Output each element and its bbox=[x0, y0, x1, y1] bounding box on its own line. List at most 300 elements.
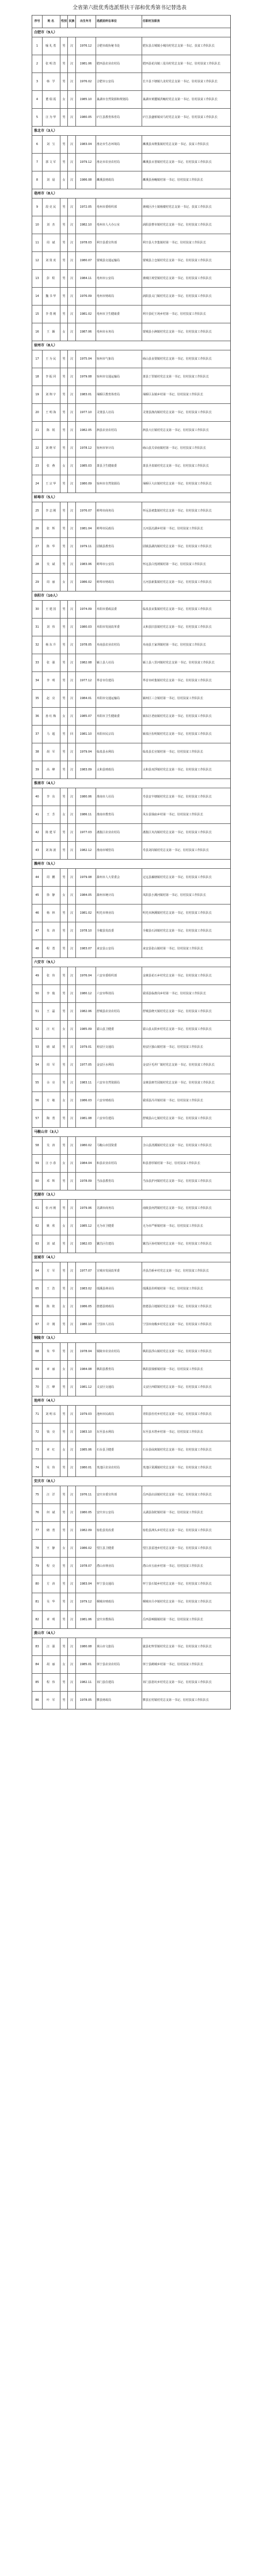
name-cell: 余 亮 bbox=[43, 1074, 60, 1092]
name-cell: 邓 辉 bbox=[43, 1173, 60, 1190]
unit-cell: 祁门县住建局 bbox=[96, 1674, 142, 1691]
number-cell: 84 bbox=[32, 1656, 43, 1673]
unit-cell: 蚌埠市财政局 bbox=[96, 574, 142, 591]
post-cell: 霍邱县冯井镇村第一书记、驻村扶贫工作队队长 bbox=[143, 1098, 204, 1102]
ethnicity-cell: 汉 bbox=[68, 1137, 76, 1154]
sex-cell: 男 bbox=[60, 1316, 68, 1333]
table-row bbox=[32, 368, 230, 386]
number-cell: 8 bbox=[32, 171, 43, 189]
unit-cell: 来安县公安局 bbox=[96, 940, 142, 957]
table-row bbox=[32, 1002, 230, 1020]
sex-cell: 男 bbox=[60, 73, 68, 90]
region-header bbox=[32, 957, 230, 967]
birth-cell: 1984.11 bbox=[76, 270, 96, 287]
table-row bbox=[32, 1217, 230, 1235]
table-row bbox=[32, 868, 230, 886]
ethnicity-cell: 汉 bbox=[68, 824, 76, 841]
table-row bbox=[32, 555, 230, 573]
birth-cell: 1985.10 bbox=[76, 91, 96, 108]
name-cell: 周 丽 bbox=[43, 574, 60, 591]
number-cell: 4 bbox=[32, 91, 43, 108]
ethnicity-cell: 汉 bbox=[68, 136, 76, 153]
birth-cell: 1980.10 bbox=[76, 1316, 96, 1333]
post-cell: 霍山县太阳乡村党总支第一书记、驻村扶贫工作队队长 bbox=[143, 1027, 212, 1031]
sex-cell: 男 bbox=[60, 440, 68, 457]
post-cell: 颍东区老庙镇村党总支第一书记、驻村扶贫工作队队长 bbox=[143, 714, 212, 718]
sex-cell: 男 bbox=[60, 1056, 68, 1074]
ethnicity-cell: 汉 bbox=[68, 1039, 76, 1056]
sex-cell: 男 bbox=[60, 1379, 68, 1396]
birth-cell: 1987.06 bbox=[76, 323, 96, 341]
sex-cell: 男 bbox=[60, 672, 68, 689]
unit-cell: 全椒县发改委 bbox=[96, 922, 142, 940]
post-cell: 定远县藕塘镇村党总支第一书记、驻村扶贫工作队队长 bbox=[143, 875, 212, 879]
birth-cell: 1983.10 bbox=[76, 1424, 96, 1441]
number-cell: 14 bbox=[32, 288, 43, 305]
birth-cell: 1985.07 bbox=[76, 708, 96, 725]
ethnicity-cell: 汉 bbox=[68, 538, 76, 555]
name-cell: 刘翔宇 bbox=[43, 386, 60, 403]
name-cell: 何 斌 bbox=[43, 1504, 60, 1521]
number-cell: 9 bbox=[32, 199, 43, 216]
birth-cell: 1979.12 bbox=[76, 154, 96, 171]
name-cell: 储 斌 bbox=[43, 1039, 60, 1056]
post-cell: 谯城区沙土镇杨楼村党总支第一书记、扶贫工作队队长 bbox=[143, 205, 212, 209]
number-cell: 63 bbox=[32, 1235, 43, 1253]
birth-cell: 1982.03 bbox=[76, 1235, 96, 1253]
ethnicity-cell: 汉 bbox=[68, 556, 76, 573]
name-cell: 周 鹏 bbox=[43, 869, 60, 886]
post-cell: 阜南县王家坝镇村第一书记、驻村扶贫工作队队长 bbox=[143, 643, 207, 647]
name-cell: 刘贤虎 bbox=[43, 252, 60, 269]
unit-cell: 宁国市人社局 bbox=[96, 1316, 142, 1333]
ethnicity-cell: 汉 bbox=[68, 654, 76, 671]
ethnicity-cell: 汉 bbox=[68, 690, 76, 707]
ethnicity-cell: 汉 bbox=[68, 1155, 76, 1172]
region-header bbox=[32, 1476, 230, 1486]
post-cell: 旌德县白地镇村党总支第一书记、驻村扶贫工作队队长 bbox=[143, 1304, 212, 1308]
ethnicity-cell: 汉 bbox=[68, 1110, 76, 1127]
post-cell: 太湖县弥陀镇村第一书记、驻村扶贫工作队队长 bbox=[143, 1510, 204, 1514]
number-cell: 74 bbox=[32, 1459, 43, 1476]
post-cell: 界首市砖集镇村党总支第一书记、驻村扶贫工作队队长 bbox=[143, 678, 212, 682]
birth-cell: 1980.06 bbox=[76, 788, 96, 806]
ethnicity-cell: 汉 bbox=[68, 1316, 76, 1333]
birth-cell: 1977.07 bbox=[76, 1262, 96, 1280]
ethnicity-cell: 汉 bbox=[68, 440, 76, 457]
number-cell: 17 bbox=[32, 350, 43, 368]
number-cell: 76 bbox=[32, 1504, 43, 1521]
name-cell: 张 强 bbox=[43, 654, 60, 671]
birth-cell: 1982.11 bbox=[76, 1674, 96, 1691]
number-cell: 29 bbox=[32, 574, 43, 591]
sex-cell: 男 bbox=[60, 761, 68, 778]
birth-cell: 1976.12 bbox=[76, 37, 96, 55]
name-cell: 朱 华 bbox=[43, 1343, 60, 1360]
name-cell: 喻礼勇 bbox=[43, 37, 60, 55]
name-cell: 陈 锐 bbox=[43, 422, 60, 439]
table-row bbox=[32, 1315, 230, 1333]
birth-cell: 1977.03 bbox=[76, 824, 96, 841]
birth-cell: 1977.10 bbox=[76, 404, 96, 421]
number-cell: 75 bbox=[32, 1486, 43, 1503]
unit-cell: 合肥市政协秘书处 bbox=[96, 37, 142, 55]
number-cell: 81 bbox=[32, 1593, 43, 1611]
number-cell: 41 bbox=[32, 806, 43, 823]
post-cell: 怀远县褚集镇村党总支第一书记、驻村扶贫工作队队长 bbox=[143, 509, 212, 513]
name-cell: 江 峰 bbox=[43, 1379, 60, 1396]
region-name: 阜阳市（10人） bbox=[34, 594, 60, 598]
name-cell: 章 明 bbox=[43, 1611, 60, 1628]
name-cell: 刘 杰 bbox=[43, 216, 60, 234]
number-cell: 49 bbox=[32, 967, 43, 984]
post-cell: 五河县沱湖乡村第一书记、驻村扶贫工作队队长 bbox=[143, 526, 204, 531]
region-name: 池州市（4人） bbox=[34, 1399, 58, 1403]
post-cell: 舒城县山七镇村党总支第一书记、驻村扶贫工作队队长 bbox=[143, 1116, 212, 1120]
unit-cell: 潜山市林业局 bbox=[96, 1558, 142, 1575]
name-cell: 王 浩 bbox=[43, 1280, 60, 1297]
table-row bbox=[32, 761, 230, 778]
name-cell: 钱 亮 bbox=[43, 1424, 60, 1441]
table-row bbox=[32, 1092, 230, 1109]
region-name: 安庆市（8人） bbox=[34, 1479, 58, 1483]
sex-cell: 男 bbox=[60, 306, 68, 323]
ethnicity-cell: 汉 bbox=[68, 1003, 76, 1020]
birth-cell: 1985.01 bbox=[76, 1656, 96, 1673]
name-cell: 魏书华 bbox=[43, 288, 60, 305]
page-title: 全省第六批优秀选派帮扶干部和优秀第书记替选表 bbox=[72, 5, 186, 11]
ethnicity-cell: 汉 bbox=[68, 985, 76, 1002]
table-row bbox=[32, 1638, 230, 1655]
unit-cell: 淮南市教育局 bbox=[96, 806, 142, 823]
birth-cell: 1985.12 bbox=[76, 1218, 96, 1235]
birth-cell: 1978.05 bbox=[76, 636, 96, 654]
unit-cell: 合肥市公安局 bbox=[96, 73, 142, 90]
post-cell: 颍上县八里河镇村党总支第一书记、驻村扶贫工作队队长 bbox=[143, 661, 215, 665]
table-row bbox=[32, 537, 230, 555]
unit-cell: 临泉县水利局 bbox=[96, 743, 142, 761]
post-cell: 裕安区独山镇村第一书记、驻村扶贫工作队队长 bbox=[143, 1045, 204, 1049]
sex-cell: 男 bbox=[60, 869, 68, 886]
birth-cell: 1980.07 bbox=[76, 252, 96, 269]
birth-cell: 1980.12 bbox=[76, 985, 96, 1002]
name-cell: 张丙刚 bbox=[43, 1200, 60, 1217]
number-cell: 3 bbox=[32, 73, 43, 90]
number-cell: 23 bbox=[32, 457, 43, 475]
sex-cell: 男 bbox=[60, 743, 68, 761]
number-cell: 82 bbox=[32, 1611, 43, 1628]
table-row bbox=[32, 823, 230, 841]
number-cell: 34 bbox=[32, 672, 43, 689]
name-cell: 张 辉 bbox=[43, 520, 60, 537]
post-cell: 金寨县花石乡村党总支第一书记、驻村扶贫工作队队长 bbox=[143, 974, 212, 978]
number-cell: 25 bbox=[32, 502, 43, 520]
birth-cell: 1982.10 bbox=[76, 216, 96, 234]
unit-cell: 铜陵市农业农村局 bbox=[96, 1343, 142, 1360]
table-row bbox=[32, 1154, 230, 1172]
table-row bbox=[32, 841, 230, 859]
name-cell: 李 明 bbox=[43, 672, 60, 689]
post-cell: 金安区毛坦厂镇村党总支第一书记、驻村扶贫工作队队长 bbox=[143, 1063, 215, 1067]
table-row bbox=[32, 743, 230, 761]
ethnicity-cell: 汉 bbox=[68, 842, 76, 859]
unit-cell: 阜阳市民宗局 bbox=[96, 726, 142, 743]
unit-cell: 六安市财政局 bbox=[96, 1092, 142, 1109]
table-row bbox=[32, 1441, 230, 1459]
unit-cell: 淮北市生态环境局 bbox=[96, 136, 142, 153]
name-cell: 徐 静 bbox=[43, 887, 60, 904]
post-cell: 太和县旧县镇村党总支第一书记、驻村扶贫工作队队长 bbox=[143, 625, 212, 629]
table-row bbox=[32, 1539, 230, 1557]
unit-cell: 淮北市农业农村局 bbox=[96, 154, 142, 171]
number-cell: 67 bbox=[32, 1316, 43, 1333]
number-cell: 24 bbox=[32, 475, 43, 493]
birth-cell: 1978.04 bbox=[76, 1343, 96, 1360]
table-row bbox=[32, 788, 230, 806]
ethnicity-cell: 汉 bbox=[68, 940, 76, 957]
name-cell: 吴 涛 bbox=[43, 1137, 60, 1154]
unit-cell: 淮南市人社局 bbox=[96, 788, 142, 806]
number-cell: 1 bbox=[32, 37, 43, 55]
sex-cell: 男 bbox=[60, 1692, 68, 1709]
name-cell: 马 超 bbox=[43, 726, 60, 743]
unit-cell: 芜湖市商务局 bbox=[96, 1200, 142, 1217]
ethnicity-cell: 汉 bbox=[68, 1200, 76, 1217]
sex-cell: 男 bbox=[60, 1262, 68, 1280]
birth-cell: 1986.02 bbox=[76, 574, 96, 591]
post-cell: 巢湖市黄麓镇洪疃村党总支第一书记、驻村扶贫工作队队长 bbox=[143, 97, 218, 101]
unit-cell: 池州市民政局 bbox=[96, 1406, 142, 1423]
table-row bbox=[32, 1136, 230, 1154]
post-cell: 潘集区夹沟镇村党总支第一书记、驻村扶贫工作队队长 bbox=[143, 830, 212, 834]
region-header bbox=[32, 341, 230, 350]
birth-cell: 1976.04 bbox=[76, 967, 96, 984]
table-row bbox=[32, 216, 230, 234]
post-cell: 长丰县下塘镇九龙村党总支第一书记、驻村扶贫工作队队长 bbox=[143, 79, 218, 83]
ethnicity-cell: 汉 bbox=[68, 887, 76, 904]
sex-cell: 男 bbox=[60, 636, 68, 654]
number-cell: 18 bbox=[32, 368, 43, 386]
birth-cell: 1975.04 bbox=[76, 350, 96, 368]
region-header bbox=[32, 1396, 230, 1405]
ethnicity-cell: 汉 bbox=[68, 1218, 76, 1235]
name-cell: 方 涛 bbox=[43, 1575, 60, 1593]
unit-cell: 怀宁县交通局 bbox=[96, 1575, 142, 1593]
post-cell: 望江县雷池乡村党总支第一书记、驻村扶贫工作队队长 bbox=[143, 1546, 212, 1550]
unit-cell: 滁州市人大常委会 bbox=[96, 869, 142, 886]
table-row bbox=[32, 287, 230, 305]
post-cell: 青阳县杜村乡村党总支第一书记、驻村扶贫工作队队长 bbox=[143, 1412, 212, 1416]
number-cell: 65 bbox=[32, 1280, 43, 1297]
unit-cell: 石台县卫健委 bbox=[96, 1441, 142, 1459]
post-cell: 涡阳县曹市镇村党总支第一书记、驻村扶贫工作队队长 bbox=[143, 223, 212, 227]
sex-cell: 男 bbox=[60, 654, 68, 671]
post-cell: 颍州区三合镇村第一书记、驻村扶贫工作队队长 bbox=[143, 696, 204, 700]
birth-cell: 1979.03 bbox=[76, 1406, 96, 1423]
region-name: 亳州市（8人） bbox=[34, 192, 58, 196]
region-header bbox=[32, 126, 230, 135]
number-cell: 32 bbox=[32, 636, 43, 654]
sex-cell: 女 bbox=[60, 1218, 68, 1235]
ethnicity-cell: 汉 bbox=[68, 1593, 76, 1611]
name-cell: 王 磊 bbox=[43, 1003, 60, 1020]
region-name: 铜陵市（3人） bbox=[34, 1336, 58, 1340]
region-header bbox=[32, 1333, 230, 1342]
region-name: 淮南市（4人） bbox=[34, 781, 58, 785]
sex-cell: 男 bbox=[60, 1486, 68, 1503]
column-header: 选派前所在单位 bbox=[96, 16, 142, 28]
region-header bbox=[32, 493, 230, 502]
name-cell: 李勇刚 bbox=[43, 306, 60, 323]
name-cell: 周 军 bbox=[43, 1056, 60, 1074]
sex-cell: 男 bbox=[60, 1558, 68, 1575]
birth-cell: 1976.07 bbox=[76, 502, 96, 520]
table-row bbox=[32, 1280, 230, 1297]
unit-cell: 庐江县教育体育局 bbox=[96, 109, 142, 126]
sex-cell: 男 bbox=[60, 619, 68, 636]
ethnicity-cell: 汉 bbox=[68, 306, 76, 323]
unit-cell: 亳州市财政局 bbox=[96, 288, 142, 305]
table-row bbox=[32, 600, 230, 618]
number-cell: 37 bbox=[32, 726, 43, 743]
table-row bbox=[32, 1691, 230, 1709]
post-cell: 临泉县长官镇村第一书记、驻村扶贫工作队队长 bbox=[143, 750, 204, 754]
ethnicity-cell: 汉 bbox=[68, 1235, 76, 1253]
unit-cell: 马鞍山市国资委 bbox=[96, 1137, 142, 1154]
ethnicity-cell: 汉 bbox=[68, 1558, 76, 1575]
post-cell: 东至县木塔乡村第一书记、驻村扶贫工作队队长 bbox=[143, 1430, 204, 1434]
unit-cell: 阜阳市发展改革委 bbox=[96, 619, 142, 636]
birth-cell: 1983.04 bbox=[76, 136, 96, 153]
number-cell: 40 bbox=[32, 788, 43, 806]
name-cell: 周 斌 bbox=[43, 234, 60, 251]
table-row bbox=[32, 904, 230, 922]
ethnicity-cell: 汉 bbox=[68, 1441, 76, 1459]
table-row bbox=[32, 1405, 230, 1423]
number-cell: 73 bbox=[32, 1441, 43, 1459]
post-cell: 无为市严桥镇村第一书记、驻村扶贫工作队队长 bbox=[143, 1224, 204, 1228]
unit-cell: 金安区水利局 bbox=[96, 1056, 142, 1074]
post-cell: 濉溪县百善镇村党总支第一书记、驻村扶贫工作队队长 bbox=[143, 160, 212, 164]
ethnicity-cell: 汉 bbox=[68, 1092, 76, 1109]
unit-cell: 无为市卫健委 bbox=[96, 1218, 142, 1235]
post-cell: 涡阳县义门镇村党总支第一书记、驻村扶贫工作队队长 bbox=[143, 294, 212, 298]
post-cell: 枞阳县钱桥镇村第一书记、驻村扶贫工作队队长 bbox=[143, 1367, 204, 1371]
sex-cell: 男 bbox=[60, 1459, 68, 1476]
unit-cell: 望江县卫健委 bbox=[96, 1540, 142, 1557]
birth-cell: 1974.09 bbox=[76, 601, 96, 618]
unit-cell: 六安市住建局 bbox=[96, 1110, 142, 1127]
post-cell: 蒙城县立仓镇村党总支第一书记、驻村扶贫工作队队长 bbox=[143, 258, 212, 262]
sex-cell: 男 bbox=[60, 842, 68, 859]
birth-cell: 1979.12 bbox=[76, 1593, 96, 1611]
birth-cell: 1985.03 bbox=[76, 457, 96, 475]
region-name: 马鞍山市（3人） bbox=[34, 1130, 61, 1134]
table-row bbox=[32, 618, 230, 636]
sex-cell: 男 bbox=[60, 1593, 68, 1611]
post-cell: 潜山市五庙乡村第一书记、驻村扶贫工作队队长 bbox=[143, 1564, 204, 1568]
unit-cell: 淮南市城管局 bbox=[96, 842, 142, 859]
birth-cell: 1981.04 bbox=[76, 520, 96, 537]
name-cell: 吴 华 bbox=[43, 1593, 60, 1611]
unit-cell: 绩溪县林业局 bbox=[96, 1280, 142, 1297]
sex-cell: 男 bbox=[60, 788, 68, 806]
ethnicity-cell: 汉 bbox=[68, 288, 76, 305]
name-cell: 刘 宝 bbox=[43, 136, 60, 153]
birth-cell: 1983.06 bbox=[76, 556, 96, 573]
unit-cell: 宿州市自然资源局 bbox=[96, 475, 142, 493]
number-cell: 21 bbox=[32, 422, 43, 439]
unit-cell: 蒙城县交通运输局 bbox=[96, 252, 142, 269]
birth-cell: 1980.03 bbox=[76, 619, 96, 636]
birth-cell: 1986.05 bbox=[76, 1298, 96, 1315]
ethnicity-cell: 汉 bbox=[68, 1504, 76, 1521]
ethnicity-cell: 汉 bbox=[68, 574, 76, 591]
sex-cell: 男 bbox=[60, 199, 68, 216]
birth-cell: 1982.08 bbox=[76, 654, 96, 671]
sex-cell: 男 bbox=[60, 1575, 68, 1593]
name-cell: 朱 涛 bbox=[43, 922, 60, 940]
column-header: 姓名 bbox=[43, 16, 60, 28]
post-cell: 寿县刘岗镇村党总支第一书记、驻村扶贫工作队队长 bbox=[143, 848, 210, 852]
birth-cell: 1983.07 bbox=[76, 940, 96, 957]
table-row bbox=[32, 922, 230, 940]
name-cell: 段克民 bbox=[43, 199, 60, 216]
number-cell: 11 bbox=[32, 234, 43, 251]
sex-cell: 女 bbox=[60, 1155, 68, 1172]
birth-cell: 1984.08 bbox=[76, 1361, 96, 1378]
table-row bbox=[32, 671, 230, 689]
birth-cell: 1980.01 bbox=[76, 1459, 96, 1476]
unit-cell: 舒城县农业农村局 bbox=[96, 1003, 142, 1020]
ethnicity-cell: 汉 bbox=[68, 475, 76, 493]
ethnicity-cell: 汉 bbox=[68, 672, 76, 689]
sex-cell: 男 bbox=[60, 726, 68, 743]
unit-cell: 濉溪县财政局 bbox=[96, 171, 142, 189]
sex-cell: 男 bbox=[60, 1039, 68, 1056]
table-row bbox=[32, 1074, 230, 1092]
sex-cell: 男 bbox=[60, 109, 68, 126]
sex-cell: 男 bbox=[60, 556, 68, 573]
unit-cell: 颍上县人社局 bbox=[96, 654, 142, 671]
number-cell: 28 bbox=[32, 556, 43, 573]
number-cell: 13 bbox=[32, 270, 43, 287]
ethnicity-cell: 汉 bbox=[68, 270, 76, 287]
table-row bbox=[32, 1593, 230, 1611]
region-header bbox=[32, 28, 230, 37]
unit-cell: 桐城市财政局 bbox=[96, 1593, 142, 1611]
birth-cell: 1983.11 bbox=[76, 1074, 96, 1092]
ethnicity-cell: 汉 bbox=[68, 1343, 76, 1360]
post-cell: 南陵县何湾镇村党总支第一书记、驻村扶贫工作队队长 bbox=[143, 1206, 212, 1210]
region-header bbox=[32, 778, 230, 788]
sex-cell: 男 bbox=[60, 270, 68, 287]
post-cell: 肥东县古城镇小城岗村党总支第一书记、扶贫工作队队长 bbox=[143, 44, 215, 48]
name-cell: 王宗华 bbox=[43, 475, 60, 493]
post-cell: 含山县清溪镇村党总支第一书记、驻村扶贫工作队队长 bbox=[143, 1143, 212, 1147]
region-header bbox=[32, 1127, 230, 1136]
sex-cell: 男 bbox=[60, 1235, 68, 1253]
name-cell: 王 静 bbox=[43, 1540, 60, 1557]
unit-cell: 亳州市卫生健康委 bbox=[96, 306, 142, 323]
post-cell: 金寨县斑竹园镇村党总支第一书记、驻村扶贫工作队队长 bbox=[143, 1081, 215, 1085]
unit-cell: 宿松县发改委 bbox=[96, 1522, 142, 1539]
table-row bbox=[32, 573, 230, 591]
name-cell: 李志刚 bbox=[43, 502, 60, 520]
unit-cell: 六安市自然资源局 bbox=[96, 1074, 142, 1092]
birth-cell: 1982.09 bbox=[76, 1522, 96, 1539]
number-cell: 43 bbox=[32, 842, 43, 859]
